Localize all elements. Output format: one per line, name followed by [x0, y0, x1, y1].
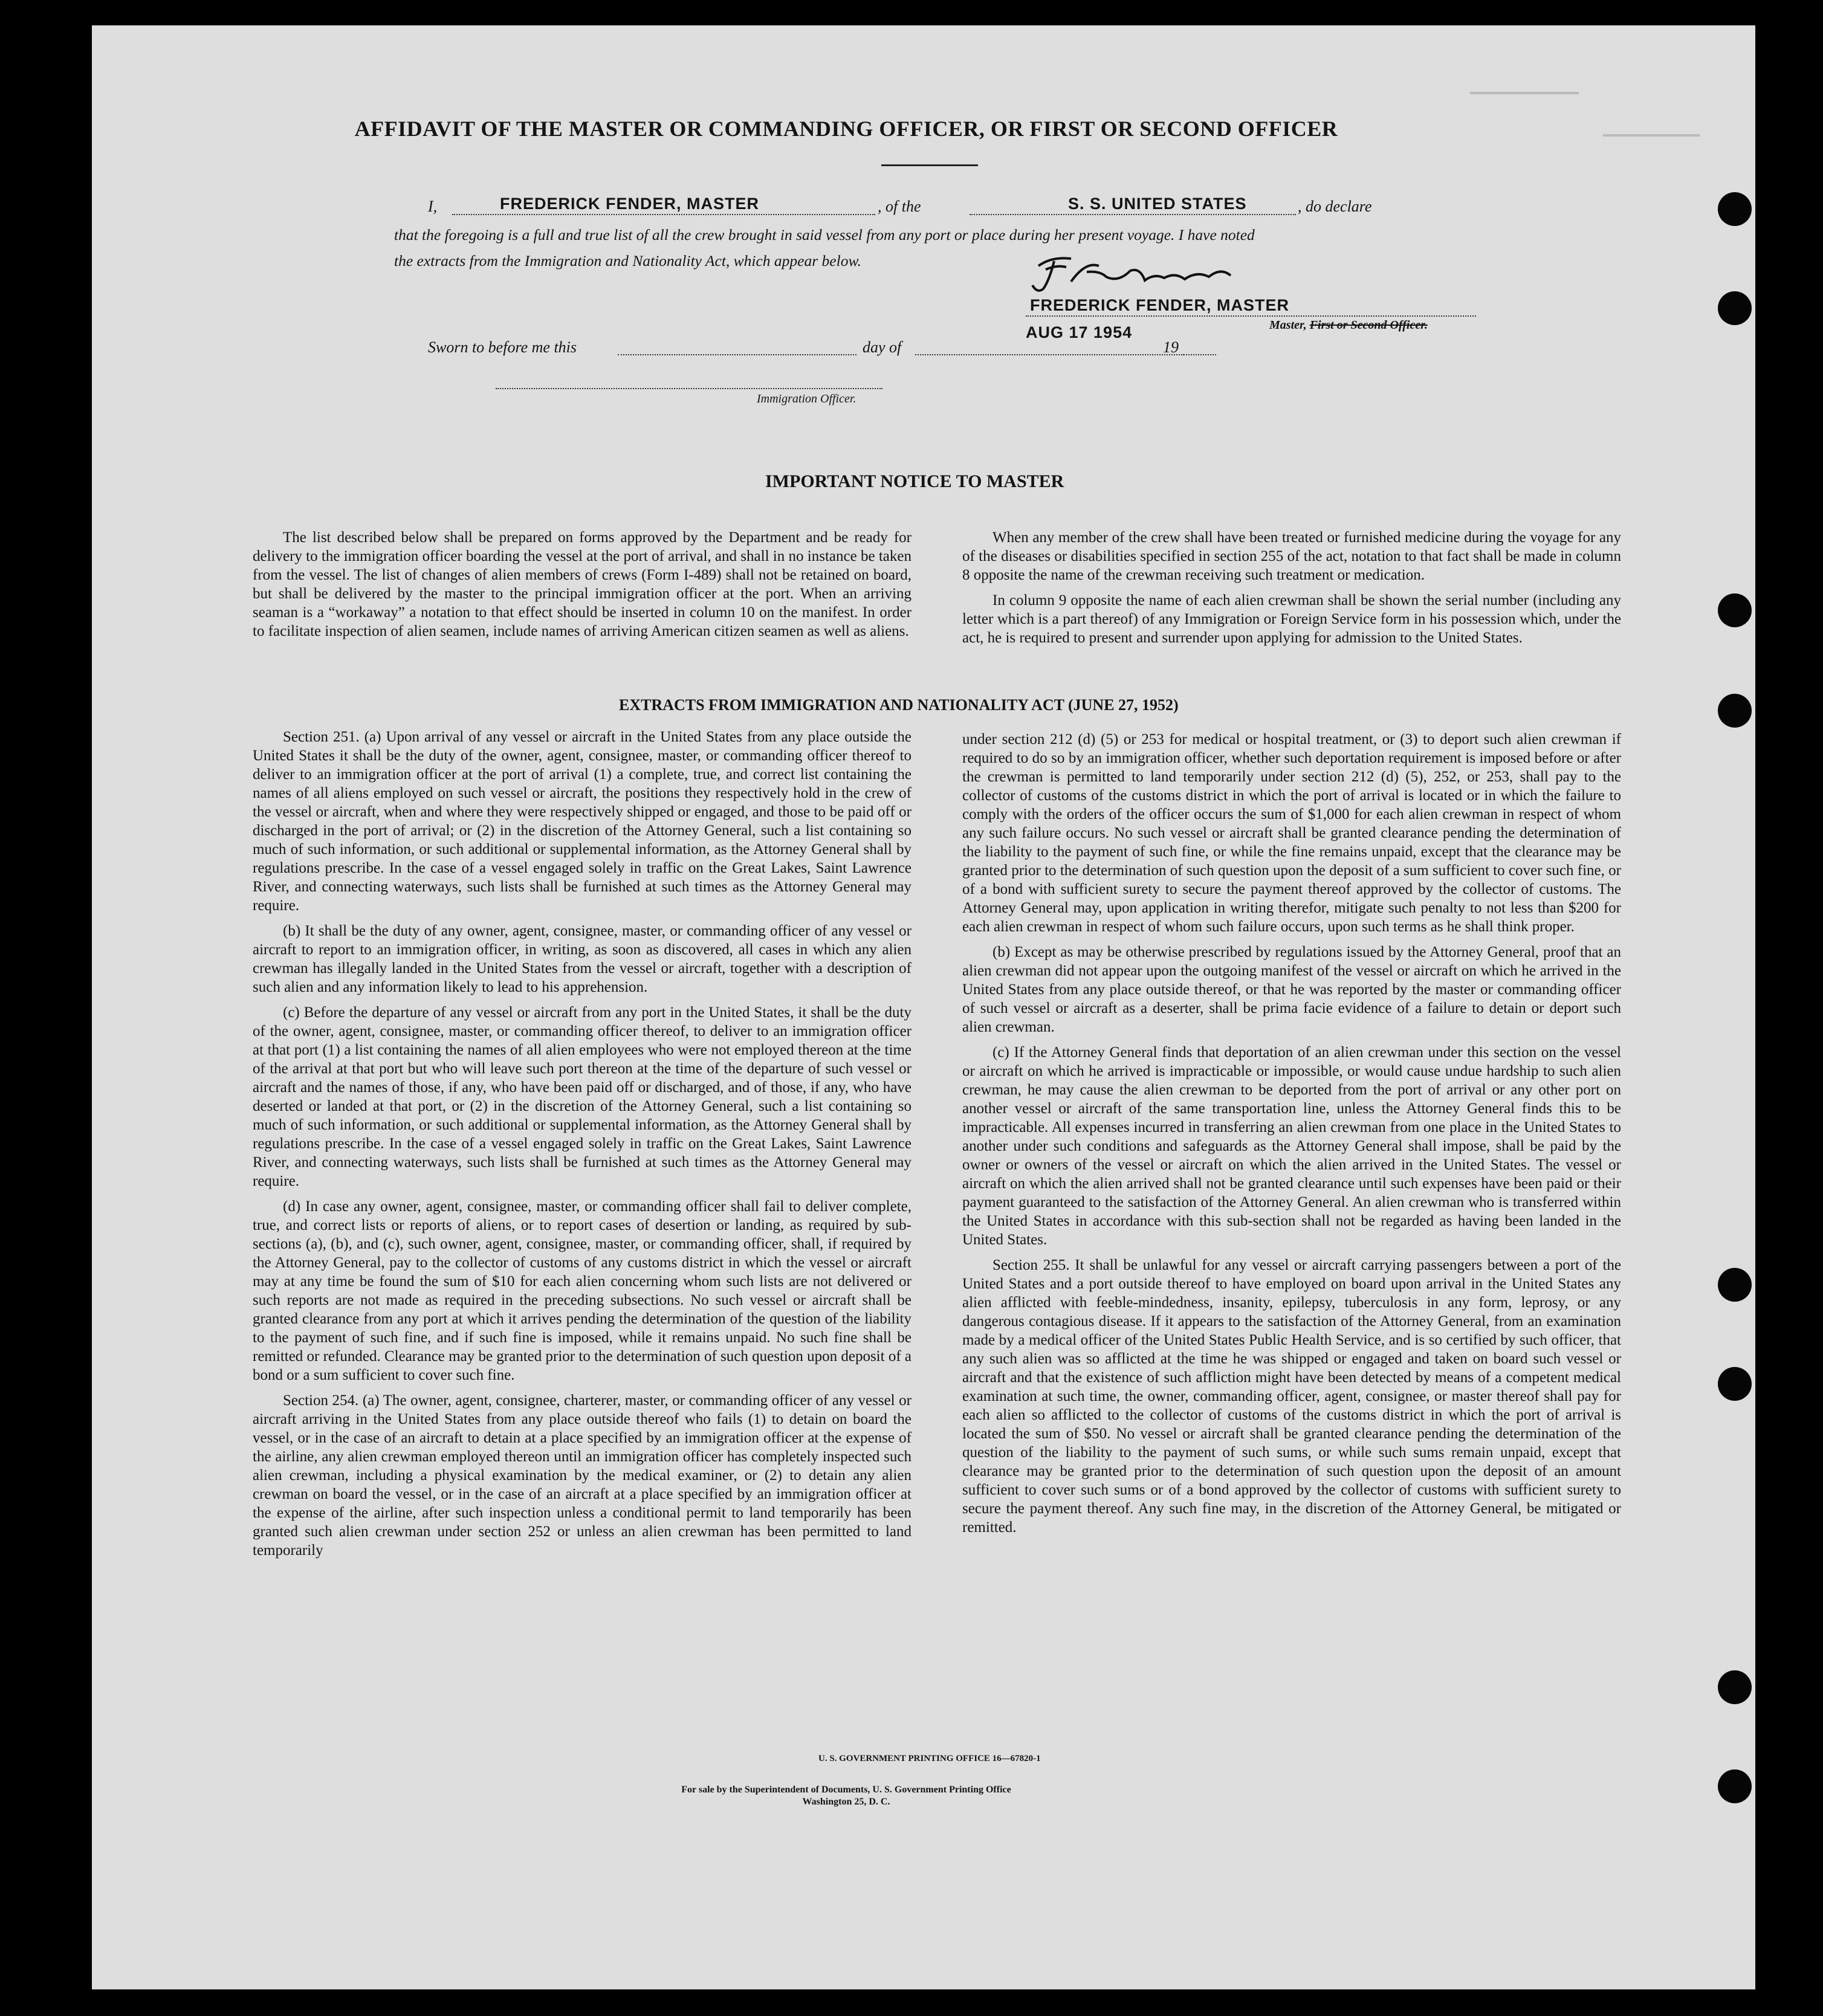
section-255: Section 255. It shall be unlawful for any vessel or aircraft carrying passengers between a port of the United States and a port outside thereof to have employed on board upon arrival in the United States any alien afflicted with feeble-mindedness, insanity, epilepsy, tuberculosis in any form, leprosy, or any dangerous contagious disease. If it appears to the satisfaction of the Attorney General, from an examination made by a medical officer of the United States Public Health Service, and is so certified by such officer, that any such alien was so afflicted at the time he was shipped or engaged and taken on board such vessel or aircraft and that the existence of such affliction might have been detected by means of a competent medical examination at such time, the owner, commanding officer, agent, consignee, or master thereof shall pay for each alien so afflicted to the collector of customs of the customs district in which the port of arrival is located the sum of $50. No vessel or aircraft shall be granted clearance pending the determination of the question of the liability to the payment of such sums, or while such sums remain unpaid, except that clearance may be granted prior to the determination of such question upon the deposit of an amount sufficient to cover such sums or of a bond approved by the collector of customs with sufficient surety to secure the payment thereof. Any such fine may, in the discretion of the Attorney General, be mitigated or remitted. — [962, 1257, 1621, 1536]
date-stamp: AUG 17 1954 — [1026, 323, 1133, 341]
binder-hole — [1718, 291, 1752, 325]
notice-right-column — [962, 528, 1621, 654]
section-254c: (c) If the Attorney General finds that deportation of an alien crewman under this section on the vessel or aircraft on which he arrived is impracticable or impossible, or would cause undue hardship to such alien crewman, he may cause the alien crewman to be deported from the port of arrival or any other port on another vessel or aircraft of the same transportation line, unless the Attorney General finds this to be impracticable. All expenses incurred in transferring an alien crewman from one place in the United States to another under such conditions and safeguards as the Attorney General shall impose, shall be paid by the owner or owners of the vessel or aircraft on which the alien arrived in the United States. The vessel or aircraft on which the alien arrived shall not be granted clearance until such expenses have been paid or their payment guaranteed to the satisfaction of the Attorney General. An alien crewman who is transferred within the United States in accordance with this sub-section shall not be regarded as having been landed in the United States. — [962, 1044, 1621, 1248]
signer-role-prefix: Master, — [1269, 318, 1307, 332]
signature-stamp: FREDERICK FENDER, MASTER — [1030, 296, 1290, 314]
sworn-day-line — [618, 354, 856, 355]
bleed-through-mark — [1603, 134, 1700, 137]
binder-hole — [1718, 1367, 1752, 1401]
vessel-name-field: S. S. UNITED STATES — [1068, 195, 1247, 213]
statement-line-1: that the foregoing is a full and true list of all the crew brought in said vessel from any port or place during her present voyage. I have noted — [394, 226, 1255, 244]
extracts-left-column — [253, 728, 912, 1734]
binder-hole — [1718, 1769, 1752, 1803]
name-field-line — [452, 214, 875, 215]
day-of-label: day of — [863, 338, 902, 356]
sworn-year-line — [1183, 354, 1216, 355]
of-the-label: , of the — [878, 198, 921, 215]
sworn-month-line — [915, 354, 1187, 355]
notice-left-column — [253, 528, 912, 647]
sale-line-1: For sale by the Superintendent of Documents, U. S. Government Printing Office — [681, 1785, 1011, 1795]
signer-role-struck: First or Second Officer. — [1309, 318, 1428, 332]
extracts-right-column — [962, 730, 1621, 1736]
binder-hole — [1718, 192, 1752, 226]
section-251a: Section 251. (a) Upon arrival of any vessel or aircraft in the United States from any place outside the United States it shall be the duty of the owner, agent, consignee, master, or commanding officer thereof to deliver to an immigration officer at the port of arrival (1) a complete, true, and correct list containing the names of all aliens employed on such vessel or aircraft, the positions they respectively hold in the crew of the vessel or aircraft, when and where they were respectively shipped or engaged, and those to be paid off or discharged in the port of arrival; or (2) in the discretion of the Attorney General, such a list containing so much of such information, or such additional or supplemental information, as the Attorney General shall by regulations prescribe. In the case of a vessel engaged solely in traffic on the Great Lakes, Saint Lawrence River, and connecting waterways, such lists shall be furnished at such times as the Attorney General may require. — [253, 729, 912, 914]
statement-line-2: the extracts from the Immigration and Nationality Act, which appear below. — [394, 252, 861, 270]
binder-hole — [1718, 694, 1752, 728]
notice-left-paragraph: The list described below shall be prepared on forms approved by the Department and be ready for delivery to the immigration officer boarding the vessel at the port of arrival, and shall in no instance be taken from the vessel. The list of changes of alien members of crews (Form I-489) shall not be retained on board, but shall be delivered by the master to the principal immigration officer at the port. When an arriving seaman is a “workaway” a notation to that effect should be inserted in column 10 on the manifest. In order to facilitate inspection of alien seamen, include names of arriving American citizen seamen as well as aliens. — [253, 529, 912, 639]
do-declare-label: , do declare — [1298, 198, 1372, 215]
notice-right-paragraph-1: When any member of the crew shall have been treated or furnished medicine during the voyage for any of the diseases or disabilities specified in section 255 of the act, notation to that fact shall be made in column 8 opposite the name of the crewman receiving such treatment or medication. — [962, 529, 1621, 583]
sworn-label: Sworn to before me this — [428, 338, 577, 356]
officer-signature-line — [496, 388, 882, 389]
signer-role — [1269, 318, 1428, 332]
notice-right-paragraph-2: In column 9 opposite the name of each alien crewman shall be shown the serial number (including any letter which is a part thereof) of any Immigration or Foreign Service form in his possession which, under the act, he is required to present and surrender upon applying for admission to the United States. — [962, 592, 1621, 646]
binder-hole — [1718, 1670, 1752, 1704]
vessel-field-line — [970, 214, 1296, 215]
title-underline — [881, 164, 978, 166]
section-251c: (c) Before the departure of any vessel or aircraft from any port in the United States, it shall be the duty of the owner, agent, consignee, master, or commanding officer thereof, to deliver to an immigration officer at that port (1) a list containing the names of all alien employees who were not employed thereon at the time of the arrival at that port but who will leave such port thereon at the time of the departure of such vessel or aircraft and the names of those, if any, who have been paid off or discharged, and of those, if any, who have deserted or landed at that port, or (2) in the discretion of the Attorney General, such a list containing so much of such information, or such additional or supplemental information, as the Attorney General shall by regulations prescribe. In the case of a vessel engaged solely in traffic on the Great Lakes, Saint Lawrence River, and connecting waterways, such lists shall be furnished at such times as the Attorney General may require. — [253, 1004, 912, 1189]
binder-hole — [1718, 593, 1752, 627]
sale-line-2: Washington 25, D. C. — [802, 1797, 890, 1807]
master-name-field: FREDERICK FENDER, MASTER — [500, 195, 760, 213]
master-signature — [1028, 249, 1257, 297]
document-page — [92, 25, 1755, 1989]
i-label: I, — [428, 198, 438, 215]
section-254a: Section 254. (a) The owner, agent, consignee, charterer, master, or commanding officer of any vessel or aircraft arriving in the United States from any place outside thereof who fails (1) to detain on board the vessel, or in the case of an aircraft to detain at a place specified by an immigration officer at the expense of the airline, any alien crewman employed thereon until an immigration officer has completely inspected such alien crewman, including a physical examination by the medical examiner, or (2) to detain any alien crewman on board the vessel, or in the case of an aircraft at a place specified by an immigration officer at the expense of the airline, after such inspection unless a conditional permit to land temporarily has been granted such alien crewman under section 252 or unless an alien crewman has been permitted to land temporarily — [253, 1392, 912, 1559]
bleed-through-mark — [1470, 92, 1579, 94]
section-254b: (b) Except as may be otherwise prescribed by regulations issued by the Attorney General, proof that an alien crewman did not appear upon the outgoing manifest of the vessel or aircraft on which he arrived in the United States from any place outside thereof, or that he was reported by the master or commanding officer of such vessel or aircraft as a deserter, shall be prima facie evidence of a failure to detain or deport such alien crewman. — [962, 944, 1621, 1035]
section-254a-continued: under section 212 (d) (5) or 253 for medical or hospital treatment, or (3) to deport such alien crewman if required to do so by an immigration officer, whether such deportation requirement is imposed before or after the crewman is permitted to land temporarily under section 212 (d) (5), 252, or 253, shall pay to the collector of customs of the customs district in which the port of arrival is located or in which the failure to comply with the orders of the officer occurs the sum of $1,000 for each alien crewman in respect of whom any such failure occurs. No such vessel or aircraft shall be granted clearance pending the determination of the liability to the payment of such fine, or while the fine remains unpaid, except that the clearance may be granted prior to the determination of such question upon the deposit of a sum sufficient to cover such fine, or of a bond with sufficient surety to secure the payment thereof approved by the collector of customs. The Attorney General may, upon application in writing therefor, mitigate such penalty to not less than $200 for each alien crewman in respect of whom such failure occurs, upon such terms as he shall think proper. — [962, 731, 1621, 935]
extracts-heading: EXTRACTS FROM IMMIGRATION AND NATIONALITY ACT (JUNE 27, 1952) — [619, 696, 1179, 714]
section-251d: (d) In case any owner, agent, consignee, master, or commanding officer shall fail to deliver complete, true, and correct lists or reports of aliens, or to report cases of desertion or landing, as required by sub-sections (a), (b), and (c), such owner, agent, consignee, master, or commanding officer, shall, if required by the Attorney General, pay to the collector of customs of any customs district in which the vessel or aircraft may at any time be found the sum of $10 for each alien concerning whom such lists are not delivered or such reports are not made as required in the preceding subsections. No such vessel or aircraft shall be granted clearance from any port at which it arrives pending the determination of the question of the liability to the payment of such fine, and if such fine is imposed, while it remains unpaid. No such fine shall be remitted or refunded. Clearance may be granted prior to the determination of such question upon deposit of a bond or a sum sufficient to cover such fine. — [253, 1198, 912, 1383]
signature-line — [1026, 315, 1476, 317]
affidavit-title: AFFIDAVIT OF THE MASTER OR COMMANDING OFFICER, OR FIRST OR SECOND OFFICER — [354, 117, 1338, 141]
immigration-officer-label: Immigration Officer. — [757, 392, 856, 405]
sale-notice — [92, 1784, 1601, 1808]
year-label: 19 — [1163, 338, 1179, 356]
section-251b: (b) It shall be the duty of any owner, agent, consignee, master, or commanding officer of any vessel or aircraft to report to an immigration officer, in writing, as soon as discovered, all cases in which any alien crewman has illegally landed in the United States from the vessel or aircraft, together with a description of such alien and any information likely to lead to his apprehension. — [253, 923, 912, 995]
printing-office-line: U. S. GOVERNMENT PRINTING OFFICE 16—67820-1 — [818, 1754, 1041, 1763]
binder-hole — [1718, 1268, 1752, 1302]
notice-heading: IMPORTANT NOTICE TO MASTER — [765, 471, 1064, 491]
